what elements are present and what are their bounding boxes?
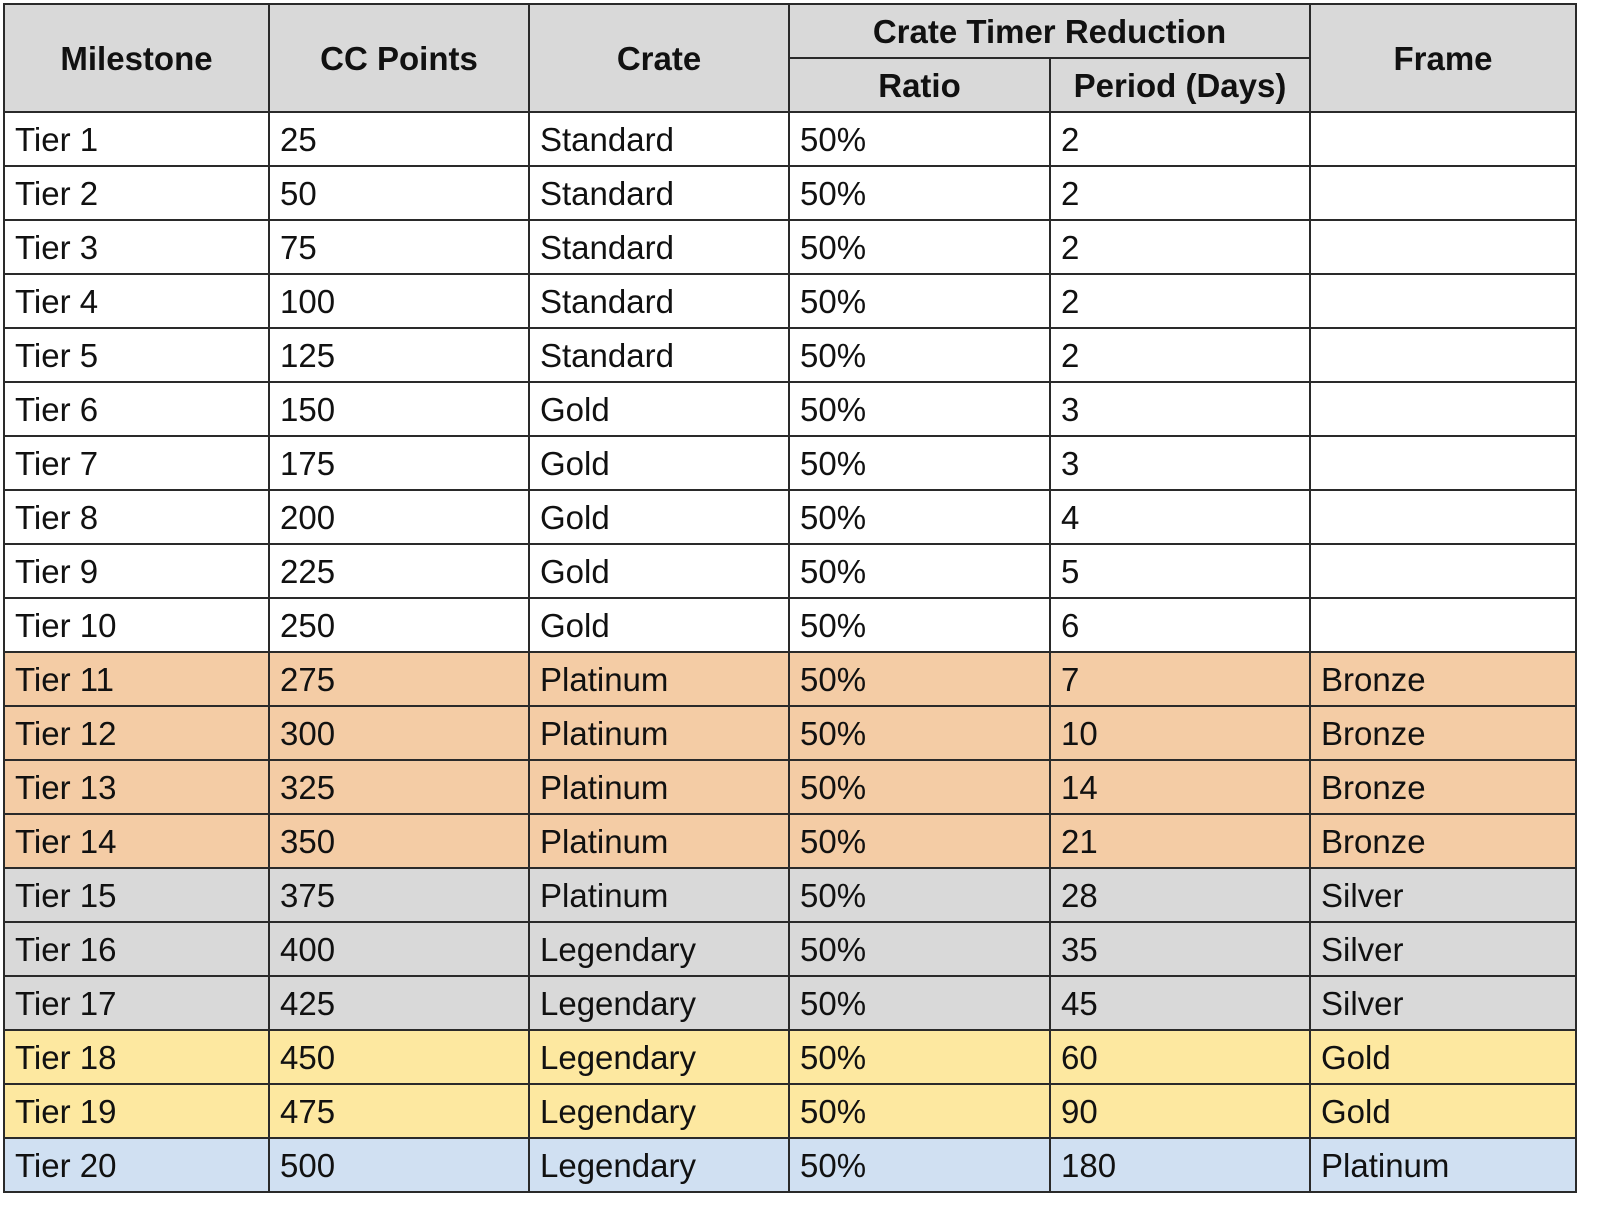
header-milestone: Milestone xyxy=(4,4,269,112)
cell-frame xyxy=(1310,220,1576,274)
cell-period-days: 10 xyxy=(1050,706,1310,760)
cell-cc-points: 500 xyxy=(269,1138,529,1192)
cell-milestone: Tier 16 xyxy=(4,922,269,976)
cell-period-days: 60 xyxy=(1050,1030,1310,1084)
cell-ratio: 50% xyxy=(789,760,1050,814)
cell-milestone: Tier 6 xyxy=(4,382,269,436)
cell-period-days: 5 xyxy=(1050,544,1310,598)
cell-frame xyxy=(1310,544,1576,598)
table-row xyxy=(4,382,1576,436)
cell-ratio: 50% xyxy=(789,490,1050,544)
table-row xyxy=(4,490,1576,544)
cell-crate: Gold xyxy=(529,382,789,436)
header-crate: Crate xyxy=(529,4,789,112)
cell-ratio: 50% xyxy=(789,922,1050,976)
cell-frame: Silver xyxy=(1310,922,1576,976)
cell-frame: Bronze xyxy=(1310,760,1576,814)
cell-cc-points: 25 xyxy=(269,112,529,166)
table-row xyxy=(4,1084,1576,1138)
cell-period-days: 90 xyxy=(1050,1084,1310,1138)
cell-ratio: 50% xyxy=(789,544,1050,598)
cell-ratio: 50% xyxy=(789,220,1050,274)
cell-period-days: 2 xyxy=(1050,220,1310,274)
cell-frame xyxy=(1310,598,1576,652)
cell-cc-points: 150 xyxy=(269,382,529,436)
milestone-rewards-table xyxy=(3,3,1577,1193)
table-row xyxy=(4,760,1576,814)
table-row xyxy=(4,598,1576,652)
cell-ratio: 50% xyxy=(789,112,1050,166)
cell-period-days: 6 xyxy=(1050,598,1310,652)
cell-milestone: Tier 19 xyxy=(4,1084,269,1138)
cell-period-days: 3 xyxy=(1050,436,1310,490)
cell-milestone: Tier 18 xyxy=(4,1030,269,1084)
cell-crate: Legendary xyxy=(529,922,789,976)
cell-frame xyxy=(1310,274,1576,328)
cell-milestone: Tier 10 xyxy=(4,598,269,652)
cell-crate: Platinum xyxy=(529,706,789,760)
table-body xyxy=(4,112,1576,1192)
cell-ratio: 50% xyxy=(789,976,1050,1030)
cell-period-days: 45 xyxy=(1050,976,1310,1030)
cell-cc-points: 375 xyxy=(269,868,529,922)
cell-crate: Legendary xyxy=(529,1030,789,1084)
cell-period-days: 35 xyxy=(1050,922,1310,976)
table-row xyxy=(4,976,1576,1030)
table-row xyxy=(4,1138,1576,1192)
cell-cc-points: 75 xyxy=(269,220,529,274)
cell-milestone: Tier 4 xyxy=(4,274,269,328)
cell-cc-points: 50 xyxy=(269,166,529,220)
table-row xyxy=(4,220,1576,274)
cell-period-days: 2 xyxy=(1050,112,1310,166)
cell-cc-points: 475 xyxy=(269,1084,529,1138)
cell-period-days: 2 xyxy=(1050,274,1310,328)
header-ratio: Ratio xyxy=(789,58,1050,112)
cell-ratio: 50% xyxy=(789,1084,1050,1138)
cell-milestone: Tier 20 xyxy=(4,1138,269,1192)
table-row xyxy=(4,112,1576,166)
cell-cc-points: 425 xyxy=(269,976,529,1030)
cell-frame xyxy=(1310,436,1576,490)
cell-milestone: Tier 1 xyxy=(4,112,269,166)
cell-frame: Gold xyxy=(1310,1030,1576,1084)
cell-ratio: 50% xyxy=(789,1138,1050,1192)
cell-crate: Legendary xyxy=(529,976,789,1030)
cell-period-days: 4 xyxy=(1050,490,1310,544)
cell-crate: Standard xyxy=(529,112,789,166)
table-row xyxy=(4,706,1576,760)
cell-crate: Standard xyxy=(529,274,789,328)
cell-cc-points: 250 xyxy=(269,598,529,652)
cell-milestone: Tier 3 xyxy=(4,220,269,274)
cell-ratio: 50% xyxy=(789,274,1050,328)
table-row xyxy=(4,544,1576,598)
table-row xyxy=(4,922,1576,976)
cell-frame: Bronze xyxy=(1310,706,1576,760)
table-row xyxy=(4,652,1576,706)
header-row-top xyxy=(4,4,1576,58)
cell-cc-points: 225 xyxy=(269,544,529,598)
cell-period-days: 3 xyxy=(1050,382,1310,436)
cell-cc-points: 325 xyxy=(269,760,529,814)
cell-cc-points: 275 xyxy=(269,652,529,706)
cell-frame xyxy=(1310,112,1576,166)
cell-frame: Silver xyxy=(1310,976,1576,1030)
cell-milestone: Tier 5 xyxy=(4,328,269,382)
milestone-table-wrapper xyxy=(3,3,1577,1193)
cell-cc-points: 175 xyxy=(269,436,529,490)
cell-period-days: 2 xyxy=(1050,166,1310,220)
header-period-days: Period (Days) xyxy=(1050,58,1310,112)
cell-period-days: 7 xyxy=(1050,652,1310,706)
cell-ratio: 50% xyxy=(789,652,1050,706)
cell-period-days: 2 xyxy=(1050,328,1310,382)
cell-ratio: 50% xyxy=(789,598,1050,652)
cell-crate: Platinum xyxy=(529,760,789,814)
cell-cc-points: 200 xyxy=(269,490,529,544)
cell-crate: Platinum xyxy=(529,652,789,706)
header-cc-points: CC Points xyxy=(269,4,529,112)
cell-milestone: Tier 7 xyxy=(4,436,269,490)
cell-milestone: Tier 2 xyxy=(4,166,269,220)
table-row xyxy=(4,328,1576,382)
cell-crate: Gold xyxy=(529,490,789,544)
cell-cc-points: 450 xyxy=(269,1030,529,1084)
cell-cc-points: 300 xyxy=(269,706,529,760)
cell-crate: Platinum xyxy=(529,868,789,922)
cell-crate: Platinum xyxy=(529,814,789,868)
cell-crate: Legendary xyxy=(529,1084,789,1138)
cell-crate: Standard xyxy=(529,220,789,274)
table-row xyxy=(4,274,1576,328)
cell-ratio: 50% xyxy=(789,436,1050,490)
table-row xyxy=(4,166,1576,220)
cell-period-days: 28 xyxy=(1050,868,1310,922)
table-row xyxy=(4,1030,1576,1084)
table-row xyxy=(4,436,1576,490)
cell-frame: Platinum xyxy=(1310,1138,1576,1192)
cell-period-days: 14 xyxy=(1050,760,1310,814)
cell-frame: Bronze xyxy=(1310,814,1576,868)
cell-ratio: 50% xyxy=(789,706,1050,760)
header-crate-timer-reduction: Crate Timer Reduction xyxy=(789,4,1310,58)
header-frame: Frame xyxy=(1310,4,1576,112)
cell-cc-points: 125 xyxy=(269,328,529,382)
cell-milestone: Tier 13 xyxy=(4,760,269,814)
cell-ratio: 50% xyxy=(789,868,1050,922)
cell-ratio: 50% xyxy=(789,166,1050,220)
cell-milestone: Tier 9 xyxy=(4,544,269,598)
table-header xyxy=(4,4,1576,112)
cell-cc-points: 100 xyxy=(269,274,529,328)
cell-crate: Gold xyxy=(529,598,789,652)
cell-frame: Bronze xyxy=(1310,652,1576,706)
cell-ratio: 50% xyxy=(789,814,1050,868)
cell-crate: Legendary xyxy=(529,1138,789,1192)
cell-milestone: Tier 15 xyxy=(4,868,269,922)
cell-milestone: Tier 11 xyxy=(4,652,269,706)
cell-cc-points: 350 xyxy=(269,814,529,868)
cell-frame xyxy=(1310,328,1576,382)
cell-milestone: Tier 12 xyxy=(4,706,269,760)
cell-period-days: 21 xyxy=(1050,814,1310,868)
cell-cc-points: 400 xyxy=(269,922,529,976)
table-row xyxy=(4,814,1576,868)
cell-period-days: 180 xyxy=(1050,1138,1310,1192)
cell-crate: Gold xyxy=(529,436,789,490)
cell-milestone: Tier 14 xyxy=(4,814,269,868)
cell-milestone: Tier 17 xyxy=(4,976,269,1030)
cell-crate: Gold xyxy=(529,544,789,598)
cell-milestone: Tier 8 xyxy=(4,490,269,544)
cell-crate: Standard xyxy=(529,166,789,220)
cell-ratio: 50% xyxy=(789,382,1050,436)
cell-ratio: 50% xyxy=(789,1030,1050,1084)
cell-ratio: 50% xyxy=(789,328,1050,382)
cell-crate: Standard xyxy=(529,328,789,382)
cell-frame xyxy=(1310,490,1576,544)
cell-frame xyxy=(1310,166,1576,220)
cell-frame: Silver xyxy=(1310,868,1576,922)
cell-frame xyxy=(1310,382,1576,436)
table-row xyxy=(4,868,1576,922)
cell-frame: Gold xyxy=(1310,1084,1576,1138)
